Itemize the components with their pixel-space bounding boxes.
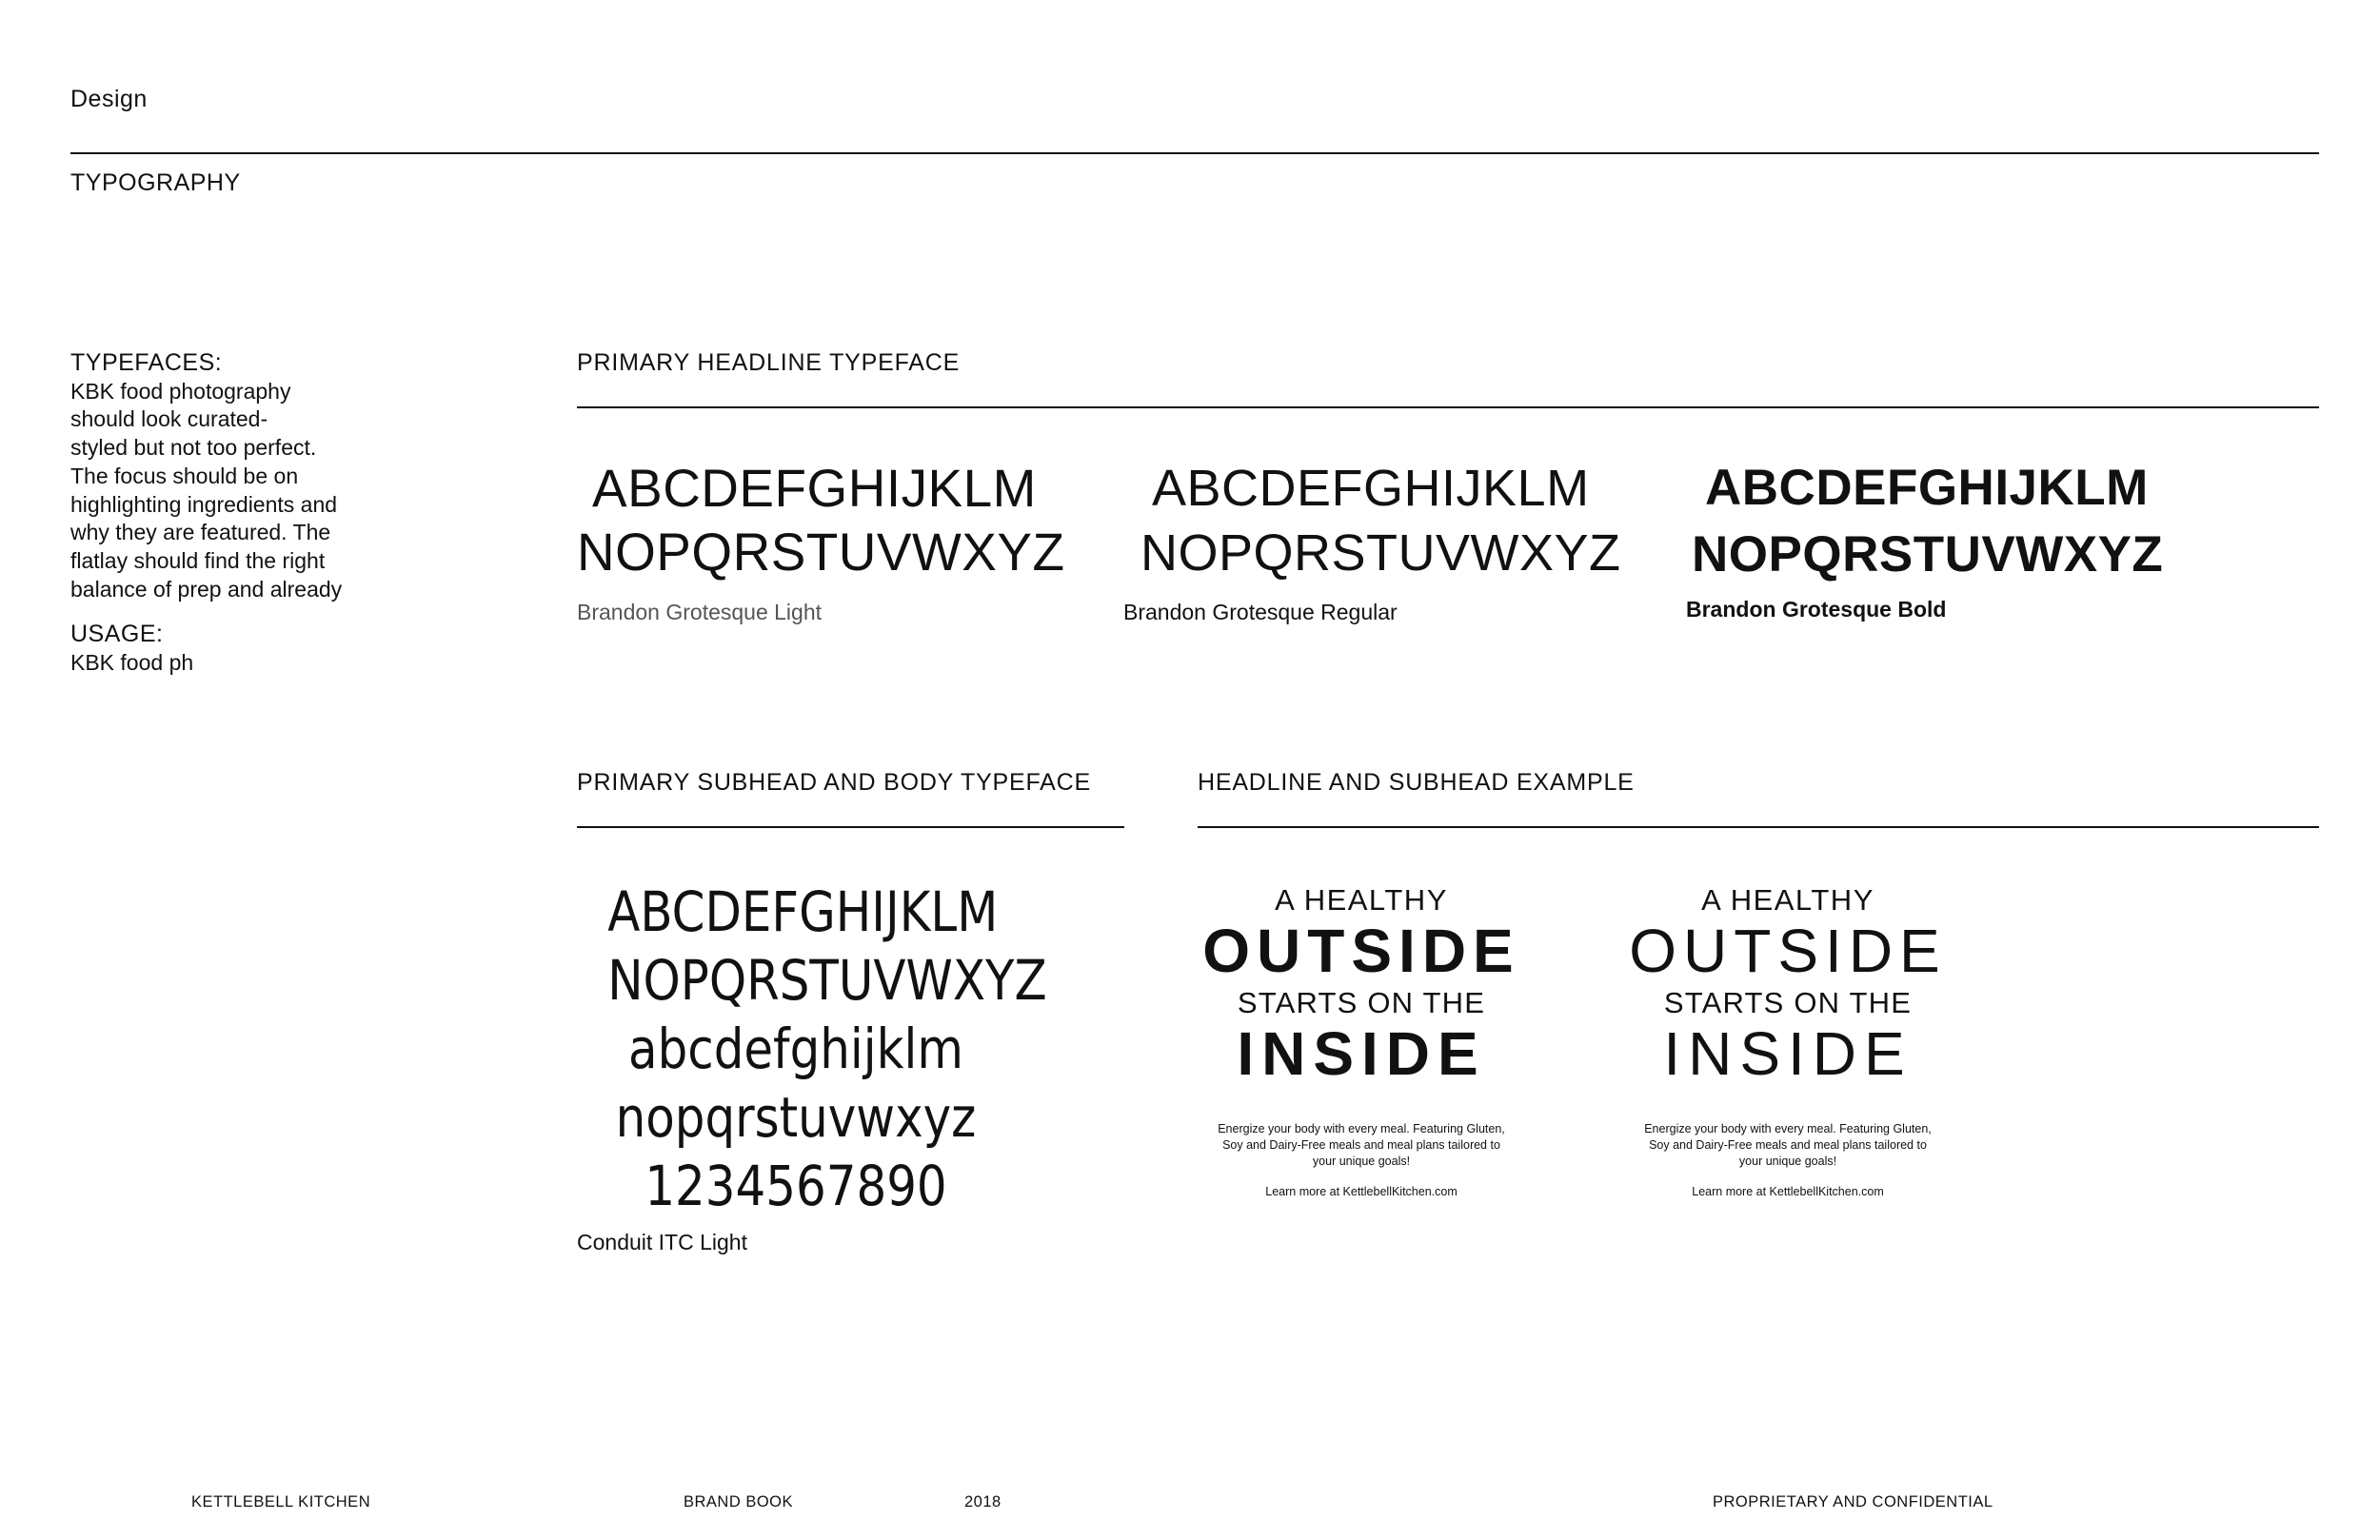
example-line-3: STARTS ON THE [1663, 986, 1913, 1019]
example-line-4: INSIDE [1663, 1019, 1913, 1088]
typefaces-line: why they are featured. The [70, 520, 331, 545]
conduit-sample [577, 878, 1047, 1220]
numerals: 1234567890 [645, 1154, 947, 1218]
example-body-line: Energize your body with every meal. Featuring Gluten, [1644, 1122, 1932, 1135]
alphabet-upper-n-z: NOPQRSTUVWXYZ [577, 522, 1065, 582]
typeface-name: Brandon Grotesque Bold [1686, 597, 1947, 622]
example-learn-more: Learn more at KettlebellKitchen.com [1265, 1185, 1458, 1198]
subsection-title: TYPOGRAPHY [70, 169, 241, 196]
example-body-line: your unique goals! [1738, 1155, 1837, 1168]
example-body-line: your unique goals! [1312, 1155, 1411, 1168]
example-body [1616, 1121, 1959, 1170]
example-body-line: Soy and Dairy-Free meals and meal plans tailored to [1649, 1138, 1927, 1152]
typefaces-heading: TYPEFACES: [70, 349, 223, 376]
usage-heading: USAGE: [70, 621, 164, 648]
alphabet-lower-n-z: nopqrstuvwxyz [615, 1085, 977, 1150]
typeface-sample-bold [1686, 459, 2163, 622]
typefaces-line: should look curated- [70, 406, 268, 432]
alphabet-upper-n-z: NOPQRSTUVWXYZ [607, 948, 1047, 1013]
alphabet-upper-a-m: ABCDEFGHIJKLM [1705, 460, 2149, 516]
header-divider [70, 152, 2319, 154]
alphabet-upper-a-m: ABCDEFGHIJKLM [592, 458, 1037, 518]
example-heading: HEADLINE AND SUBHEAD EXAMPLE [1198, 769, 1635, 796]
sidebar-text [70, 349, 356, 678]
example-line-4: INSIDE [1237, 1019, 1486, 1088]
alphabet-upper-n-z: NOPQRSTUVWXYZ [1140, 524, 1621, 582]
example-body-line: Soy and Dairy-Free meals and meal plans tailored to [1222, 1138, 1500, 1152]
typefaces-line: styled but not too perfect. [70, 435, 317, 461]
example-line-1: A HEALTHY [1701, 883, 1874, 917]
typeface-sample-regular [1123, 459, 1621, 625]
alphabet-upper-a-m: ABCDEFGHIJKLM [607, 879, 999, 944]
typefaces-line: highlighting ingredients and [70, 491, 338, 517]
alphabet-upper-n-z: NOPQRSTUVWXYZ [1692, 526, 2164, 582]
subhead-body-heading: PRIMARY SUBHEAD AND BODY TYPEFACE [577, 769, 1091, 796]
typeface-name-conduit: Conduit ITC Light [577, 1230, 747, 1254]
primary-headline-heading: PRIMARY HEADLINE TYPEFACE [577, 349, 961, 376]
footer-book: BRAND BOOK [684, 1493, 794, 1510]
example-line-2: OUTSIDE [1629, 917, 1947, 985]
typefaces-line: The focus should be on [70, 463, 299, 488]
example-line-3: STARTS ON THE [1237, 986, 1486, 1019]
example-body [1190, 1121, 1533, 1170]
example-card-thin [1616, 883, 1959, 1198]
example-card-bold [1190, 883, 1533, 1198]
example-learn-more: Learn more at KettlebellKitchen.com [1692, 1185, 1884, 1198]
alphabet-lower-a-m: abcdefghijklm [628, 1017, 963, 1081]
subhead-body-divider [577, 826, 1124, 828]
footer-confidential: PROPRIETARY AND CONFIDENTIAL [1713, 1493, 1993, 1510]
example-divider [1198, 826, 2319, 828]
footer-year: 2018 [964, 1493, 1002, 1510]
example-body-line: Energize your body with every meal. Featuring Gluten, [1218, 1122, 1505, 1135]
primary-headline-divider [577, 406, 2319, 408]
footer-brand: KETTLEBELL KITCHEN [191, 1493, 371, 1510]
typefaces-line: KBK food photography [70, 378, 291, 404]
alphabet-upper-a-m: ABCDEFGHIJKLM [1152, 460, 1590, 517]
example-line-2: OUTSIDE [1202, 917, 1520, 985]
typeface-sample-light [577, 457, 1075, 625]
typefaces-line: balance of prep and already [70, 576, 343, 602]
section-title: Design [70, 86, 148, 112]
usage-text: KBK food ph [70, 650, 194, 676]
typefaces-line: flatlay should find the right [70, 547, 326, 573]
typeface-name: Brandon Grotesque Regular [1123, 600, 1398, 624]
typeface-name: Brandon Grotesque Light [577, 600, 823, 624]
example-line-1: A HEALTHY [1275, 883, 1448, 917]
